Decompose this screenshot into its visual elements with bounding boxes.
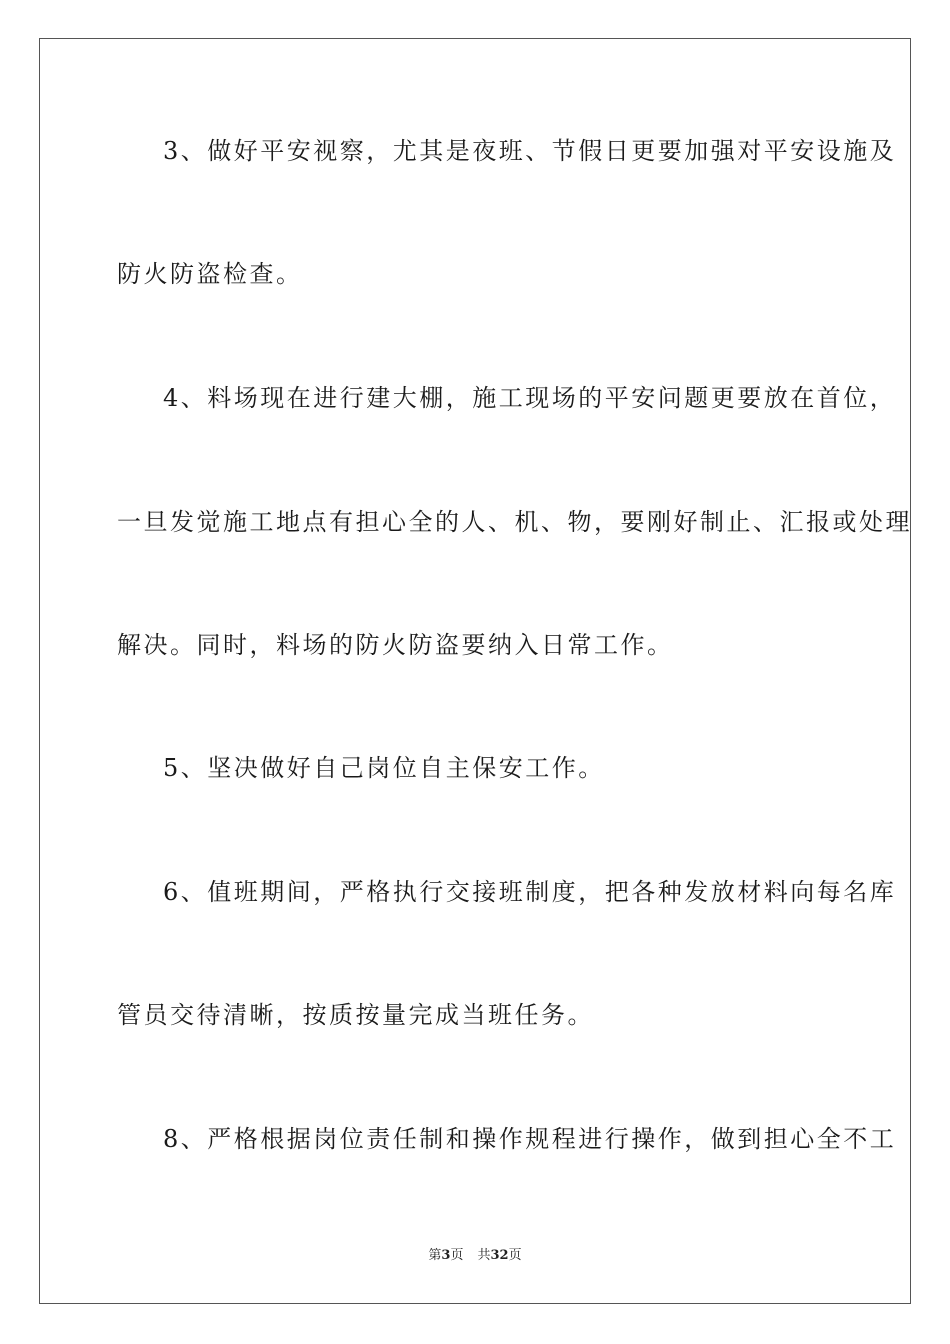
paragraph-3-line-1: 3、做好平安视察，尤其是夜班、节假日更要加强对平安设施及 xyxy=(163,137,897,165)
paragraph-4-line-2: 一旦发觉施工地点有担心全的人、机、物，要刚好制止、汇报或处理 xyxy=(117,508,912,536)
footer-page-prefix: 第 xyxy=(428,1248,442,1263)
paragraph-8-line-1: 8、严格根据岗位责任制和操作规程进行操作，做到担心全不工 xyxy=(163,1125,897,1153)
page-footer xyxy=(0,1247,950,1265)
footer-total-prefix: 共 xyxy=(477,1248,491,1263)
page-border xyxy=(39,38,911,1304)
paragraph-3-line-2: 防火防盗检查。 xyxy=(117,260,303,288)
footer-total-pages: 32 xyxy=(490,1248,509,1263)
footer-total-suffix: 页 xyxy=(508,1248,522,1263)
paragraph-6-line-1: 6、值班期间，严格执行交接班制度，把各种发放材料向每名库 xyxy=(163,878,897,906)
paragraph-5-line-1: 5、坚决做好自己岗位自主保安工作。 xyxy=(163,754,605,782)
paragraph-4-line-1: 4、料场现在进行建大棚，施工现场的平安问题更要放在首位， xyxy=(163,384,897,412)
footer-page-number: 3 xyxy=(441,1248,451,1263)
paragraph-6-line-2: 管员交待清晰，按质按量完成当班任务。 xyxy=(117,1001,594,1029)
paragraph-4-line-3: 解决。同时，料场的防火防盗要纳入日常工作。 xyxy=(117,631,674,659)
footer-page-suffix: 页 xyxy=(450,1248,464,1263)
